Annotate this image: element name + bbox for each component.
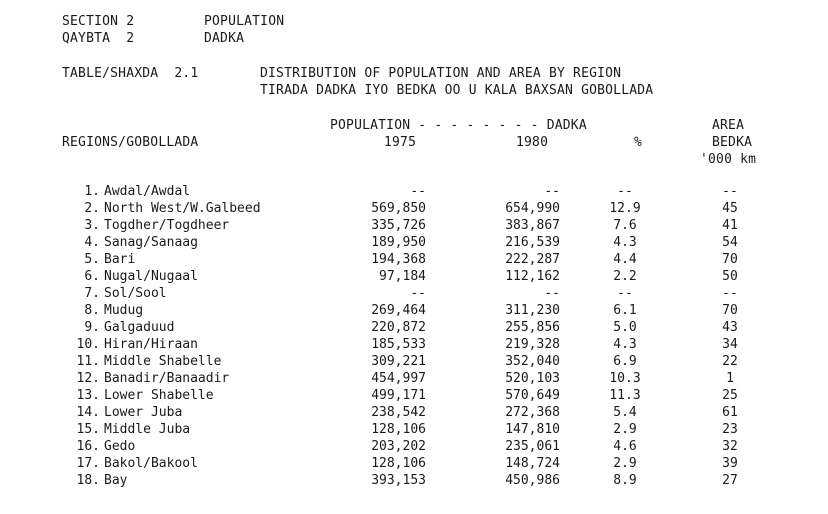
row-number: 11. (76, 354, 100, 369)
population-percent: 2.2 (613, 269, 637, 284)
table-row (0, 370, 828, 387)
area-value: 70 (722, 252, 738, 267)
population-1980: 147,810 (505, 422, 560, 437)
population-percent: 2.9 (613, 456, 637, 471)
region-name: Middle Juba (104, 422, 191, 437)
percent-header: % (634, 135, 643, 150)
region-name: Gedo (104, 439, 136, 454)
region-name: Sanag/Sanaag (104, 235, 198, 250)
section-title: POPULATION (204, 14, 285, 29)
table-title-english: DISTRIBUTION OF POPULATION AND AREA BY REGION (260, 66, 622, 81)
region-name: Galgaduud (104, 320, 175, 335)
table-row (0, 353, 828, 370)
row-number: 6. (84, 269, 100, 284)
area-value: -- (722, 184, 738, 199)
area-value: 23 (722, 422, 738, 437)
row-number: 2. (84, 201, 100, 216)
area-value: 45 (722, 201, 738, 216)
population-1975: 454,997 (371, 371, 426, 386)
region-name: Banadir/Banaadir (104, 371, 230, 386)
population-1975: 569,850 (371, 201, 426, 216)
region-column-header: REGIONS/GOBOLLADA (62, 135, 199, 150)
row-number: 8. (84, 303, 100, 318)
population-1980: 352,040 (505, 354, 560, 369)
population-percent: 6.1 (613, 303, 637, 318)
region-name: Bakol/Bakool (104, 456, 198, 471)
row-number: 1. (84, 184, 100, 199)
row-number: 18. (76, 473, 100, 488)
area-value: 50 (722, 269, 738, 284)
population-1980: 235,061 (505, 439, 560, 454)
area-value: 27 (722, 473, 738, 488)
population-1980: 272,368 (505, 405, 560, 420)
population-percent: -- (617, 184, 633, 199)
section-title-somali: DADKA (204, 31, 245, 46)
population-1975: 203,202 (371, 439, 426, 454)
table-row (0, 336, 828, 353)
population-1975: 189,950 (371, 235, 426, 250)
area-value: 70 (722, 303, 738, 318)
population-1980: -- (544, 184, 560, 199)
area-value: 1 (726, 371, 734, 386)
area-value: 43 (722, 320, 738, 335)
row-number: 4. (84, 235, 100, 250)
area-value: 25 (722, 388, 738, 403)
table-row (0, 217, 828, 234)
population-1980: 112,162 (505, 269, 560, 284)
population-1975: 335,726 (371, 218, 426, 233)
population-1975: 97,184 (379, 269, 426, 284)
population-span-header: POPULATION - - - - - - - - DADKA (330, 118, 587, 133)
row-number: 17. (76, 456, 100, 471)
population-1975: 393,153 (371, 473, 426, 488)
region-name: Mudug (104, 303, 144, 318)
area-value: 22 (722, 354, 738, 369)
area-value: 41 (722, 218, 738, 233)
population-1980: -- (544, 286, 560, 301)
table-row (0, 472, 828, 489)
section-label: SECTION 2 (62, 14, 135, 29)
area-value: 32 (722, 439, 738, 454)
population-1980: 219,328 (505, 337, 560, 352)
table-row (0, 438, 828, 455)
population-percent: -- (617, 286, 633, 301)
row-number: 5. (84, 252, 100, 267)
table-row (0, 200, 828, 217)
table-row (0, 183, 828, 200)
population-percent: 4.3 (613, 235, 637, 250)
population-1975: 128,106 (371, 422, 426, 437)
population-1980: 450,986 (505, 473, 560, 488)
region-name: Hiran/Hiraan (104, 337, 198, 352)
population-1980: 520,103 (505, 371, 560, 386)
area-value: -- (722, 286, 738, 301)
population-1975: -- (410, 286, 426, 301)
region-name: Bari (104, 252, 136, 267)
region-name: Sol/Sool (104, 286, 167, 301)
area-value: 34 (722, 337, 738, 352)
region-name: Middle Shabelle (104, 354, 222, 369)
population-1980: 255,856 (505, 320, 560, 335)
row-number: 7. (84, 286, 100, 301)
population-percent: 8.9 (613, 473, 637, 488)
table-row (0, 302, 828, 319)
population-1975: 238,542 (371, 405, 426, 420)
region-name: Lower Shabelle (104, 388, 214, 403)
population-1975: 309,221 (371, 354, 426, 369)
population-1980: 570,649 (505, 388, 560, 403)
table-row (0, 421, 828, 438)
table-row (0, 251, 828, 268)
region-name: Togdher/Togdheer (104, 218, 230, 233)
year-1980-header: 1980 (516, 135, 549, 150)
population-1980: 383,867 (505, 218, 560, 233)
row-number: 14. (76, 405, 100, 420)
population-1980: 148,724 (505, 456, 560, 471)
row-number: 15. (76, 422, 100, 437)
population-1975: 499,171 (371, 388, 426, 403)
section-label-somali: QAYBTA 2 (62, 31, 135, 46)
table-row (0, 319, 828, 336)
population-percent: 10.3 (609, 371, 641, 386)
table-row (0, 234, 828, 251)
row-number: 9. (84, 320, 100, 335)
table-row (0, 404, 828, 421)
region-name: Bay (104, 473, 128, 488)
area-value: 54 (722, 235, 738, 250)
area-somali-header: BEDKA (712, 135, 753, 150)
table-row (0, 455, 828, 472)
population-percent: 4.3 (613, 337, 637, 352)
region-name: Lower Juba (104, 405, 183, 420)
population-1980: 654,990 (505, 201, 560, 216)
area-unit-header: '000 km (700, 152, 757, 167)
year-1975-header: 1975 (384, 135, 417, 150)
population-1975: 220,872 (371, 320, 426, 335)
region-name: Awdal/Awdal (104, 184, 191, 199)
population-percent: 5.0 (613, 320, 637, 335)
region-name: North West/W.Galbeed (104, 201, 261, 216)
population-percent: 6.9 (613, 354, 637, 369)
table-row (0, 285, 828, 302)
population-1975: 185,533 (371, 337, 426, 352)
population-percent: 11.3 (609, 388, 641, 403)
area-header: AREA (712, 118, 745, 133)
population-1975: 194,368 (371, 252, 426, 267)
row-number: 10. (76, 337, 100, 352)
area-value: 39 (722, 456, 738, 471)
table-label: TABLE/SHAXDA 2.1 (62, 66, 199, 81)
population-percent: 4.4 (613, 252, 637, 267)
population-percent: 12.9 (609, 201, 641, 216)
population-percent: 7.6 (613, 218, 637, 233)
population-percent: 2.9 (613, 422, 637, 437)
population-1975: 269,464 (371, 303, 426, 318)
population-1980: 216,539 (505, 235, 560, 250)
region-name: Nugal/Nugaal (104, 269, 198, 284)
population-percent: 4.6 (613, 439, 637, 454)
row-number: 12. (76, 371, 100, 386)
population-1975: -- (410, 184, 426, 199)
row-number: 3. (84, 218, 100, 233)
population-1980: 222,287 (505, 252, 560, 267)
population-1975: 128,106 (371, 456, 426, 471)
population-1980: 311,230 (505, 303, 560, 318)
table-title-somali: TIRADA DADKA IYO BEDKA OO U KALA BAXSAN GOBOLLADA (260, 83, 654, 98)
population-percent: 5.4 (613, 405, 637, 420)
row-number: 13. (76, 388, 100, 403)
table-row (0, 268, 828, 285)
area-value: 61 (722, 405, 738, 420)
row-number: 16. (76, 439, 100, 454)
table-row (0, 387, 828, 404)
